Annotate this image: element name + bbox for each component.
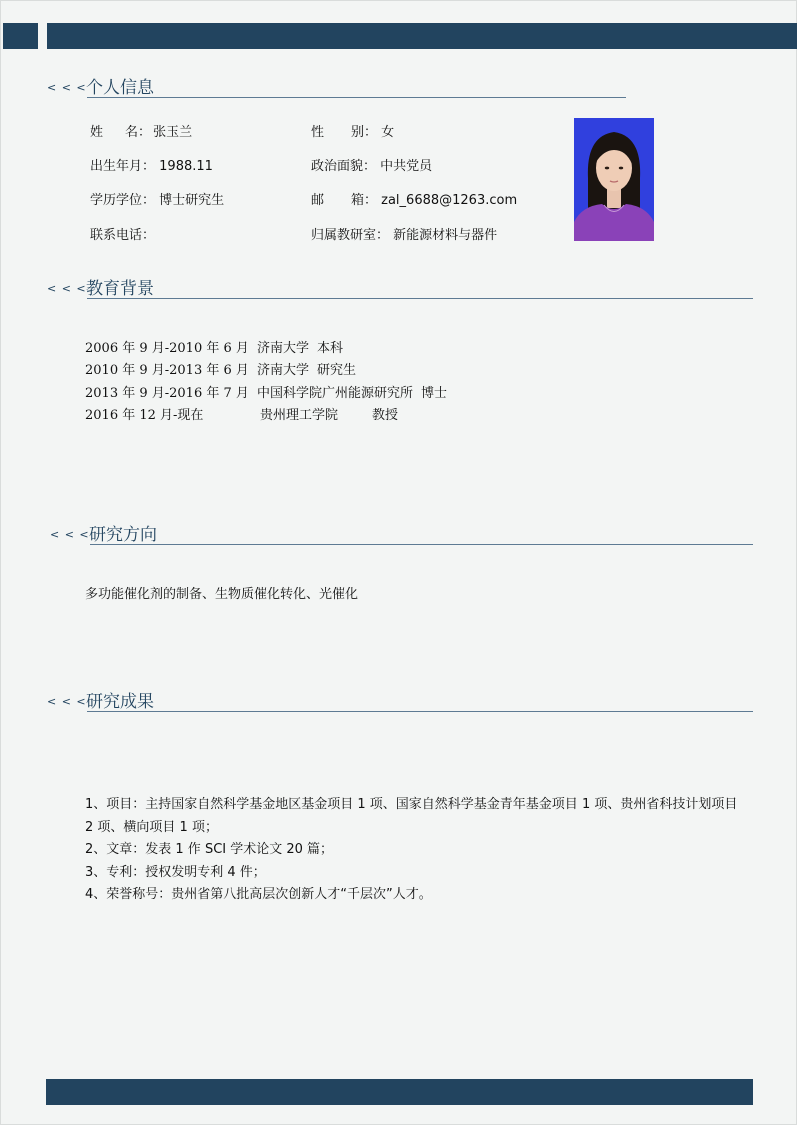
info-degree: 学历学位： 博士研究生 xyxy=(90,193,225,208)
section-divider xyxy=(87,711,753,712)
header-bar xyxy=(47,23,797,49)
chevron-icon: < < < xyxy=(47,282,87,295)
info-phone: 联系电话： xyxy=(90,228,156,243)
chevron-icon: < < < xyxy=(47,695,87,708)
section-title-research: 研究方向 xyxy=(89,525,157,545)
info-politics: 政治面貌： 中共党员 xyxy=(311,159,433,174)
research-text: 多功能催化剂的制备、生物质催化转化、光催化 xyxy=(85,587,359,602)
section-title-achievements: 研究成果 xyxy=(86,692,154,712)
politics-value: 中共党员 xyxy=(380,159,433,174)
section-header-education xyxy=(47,269,753,299)
department-value: 新能源材料与器件 xyxy=(393,228,498,243)
name-value: 张玉兰 xyxy=(153,125,193,140)
chevron-icon: < < < xyxy=(50,528,90,541)
degree-value: 博士研究生 xyxy=(159,193,225,208)
achievement-item: 2 项、横向项目 1 项； xyxy=(85,819,218,835)
birth-value: 1988.11 xyxy=(159,159,213,174)
section-header-achievements xyxy=(47,682,753,712)
email-value: zal_6688@1263.com xyxy=(381,193,518,208)
footer-bar xyxy=(46,1079,753,1105)
section-divider xyxy=(90,544,753,545)
info-department: 归属教研室： 新能源材料与器件 xyxy=(311,228,498,243)
achievement-item: 1、项目：主持国家自然科学基金地区基金项目 1 项、国家自然科学基金青年基金项目 1 项、贵州省科技计划项目 xyxy=(85,797,738,812)
info-birth: 出生年月： 1988.11 xyxy=(90,159,213,174)
profile-photo xyxy=(574,118,654,241)
header-accent-block xyxy=(3,23,38,49)
achievement-item: 2、文章：发表 1 作 SCI 学术论文 20 篇； xyxy=(85,842,334,857)
section-header-personal xyxy=(47,68,626,98)
section-divider xyxy=(87,298,753,299)
education-row: 2013 年 9 月-2016 年 7 月 中国科学院广州能源研究所 博士 xyxy=(85,386,448,401)
education-row: 2016 年 12 月-现在 贵州理工学院 教授 xyxy=(85,408,399,423)
education-row: 2010 年 9 月-2013 年 6 月 济南大学 研究生 xyxy=(85,363,357,378)
achievement-item: 3、专利：授权发明专利 4 件； xyxy=(85,864,266,880)
portrait-illustration xyxy=(574,118,654,241)
info-name: 姓 名： 张玉兰 xyxy=(90,125,193,140)
gender-value: 女 xyxy=(381,125,395,140)
chevron-icon: < < < xyxy=(47,81,87,94)
achievement-item: 4、荣誉称号：贵州省第八批高层次创新人才“千层次”人才。 xyxy=(85,887,432,902)
section-title-personal: 个人信息 xyxy=(86,78,154,98)
achievements-list xyxy=(85,794,737,907)
section-title-education: 教育背景 xyxy=(86,279,154,299)
education-row: 2006 年 9 月-2010 年 6 月 济南大学 本科 xyxy=(85,341,344,356)
info-email: 邮 箱： zal_6688@1263.com xyxy=(311,193,518,208)
section-divider xyxy=(87,97,626,98)
section-header-research xyxy=(50,515,753,545)
info-gender: 性 别： 女 xyxy=(311,125,395,140)
